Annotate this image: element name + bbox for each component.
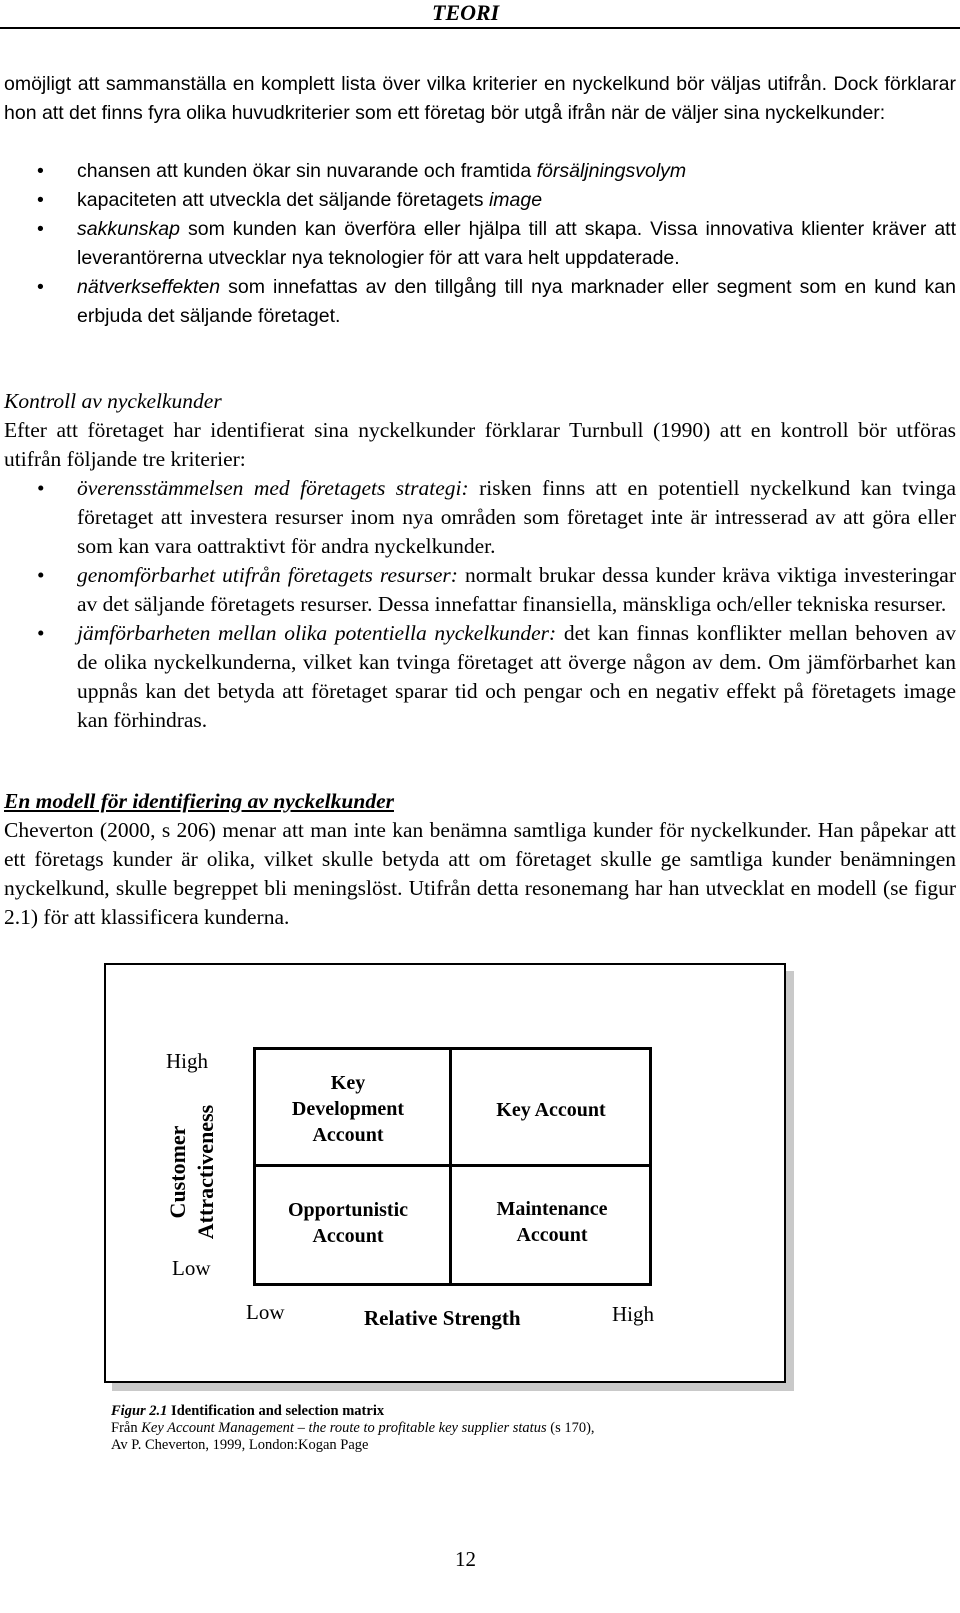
kontroll-bullet-list — [0, 474, 956, 735]
modell-paragraph: Cheverton (2000, s 206) menar att man inte kan benämna samtliga kunder för nyckelkunder. Han påpekar att ett företags kunder är olika, vilket skulle betyda att om företaget skulle ge samtliga kunder benämningen nyckelkund, skulle begreppet bli meningslöst. Utifrån detta resonemang har han utvecklat en modell (se figur 2.1) för att klassificera kunderna. — [4, 818, 956, 929]
section-heading-kontroll: Kontroll av nyckelkunder — [4, 389, 222, 413]
caption-title-text: Identification and selection matrix — [167, 1403, 385, 1419]
list-item — [0, 619, 956, 735]
caption-source-author: Av P. Cheverton, 1999, London:Kogan Page — [111, 1437, 369, 1453]
figure-caption — [111, 1403, 595, 1454]
bullet-text: kapaciteten att utveckla det säljande företagets — [77, 189, 489, 211]
bullet-emphasis: jämförbarheten mellan olika potentiella nyckelkunder: — [77, 621, 557, 645]
bullet-text: risken finns att en potentiell nyckelkund kan tvinga företaget att investera resurser inom nya områden som företaget inte är intresserad av att göra eller som kan vara oattraktivt för andra nyckelkunder. — [77, 476, 956, 558]
list-item — [0, 474, 956, 561]
intro-bullet-list — [0, 157, 956, 331]
bullet-emphasis: nätverkseffekten — [77, 276, 221, 298]
bullet-emphasis: försäljningsvolym — [536, 160, 687, 182]
bullet-text: som innefattas av den tillgång till nya marknader eller segment som en kund kan erbjuda det säljande företaget. — [77, 276, 956, 327]
intro-paragraph: omöjligt att sammanställa en komplett lista över vilka kriterier en nyckelkund bör väljas utifrån. Dock förklarar hon att det finns fyra olika huvudkriterier som ett företag bör utgå ifrån när de väljer sina nyckelkunder: — [4, 73, 956, 124]
list-item — [0, 186, 956, 215]
x-axis-title: Relative Strength — [364, 1306, 521, 1330]
y-axis-title — [160, 1096, 224, 1248]
page-number: 12 — [455, 1547, 476, 1571]
cell-key-account: Key Account — [496, 1099, 606, 1121]
bullet-emphasis: genomförbarhet utifrån företagets resurser: — [77, 563, 458, 587]
bullet-emphasis: image — [488, 189, 543, 211]
bullet-emphasis: sakkunskap — [77, 218, 180, 240]
y-axis-title-line1: Customer — [165, 1125, 190, 1219]
matrix-horizontal-divider — [253, 1164, 652, 1167]
bullet-text: det kan finnas konflikter mellan behoven av de olika nyckelkunderna, vilket kan tvinga företaget att överge någon av dem. Om jämförbarhet kan uppnås kan det betyda att företaget sparar tid och pengar och en negativ effekt på företagets image kan förhindras. — [77, 621, 956, 732]
list-item — [0, 215, 956, 273]
bullet-text: som kunden kan överföra eller hjälpa till att skapa. Vissa innovativa klienter kräver att leverantörerna utvecklar nya teknologier för att vara helt uppdaterade. — [77, 218, 956, 269]
cell-opportunistic-account: Opportunistic Account — [287, 1199, 409, 1247]
page-header-title: TEORI — [432, 0, 500, 25]
y-axis-title-line2: Attractiveness — [193, 1104, 218, 1240]
caption-source — [111, 1420, 595, 1437]
list-item — [0, 157, 956, 186]
list-item — [0, 273, 956, 331]
bullet-emphasis: överensstämmelsen med företagets strategi: — [77, 476, 469, 500]
section-heading-modell: En modell för identifiering av nyckelkunder — [4, 789, 394, 813]
caption-source-prefix: Från — [111, 1420, 142, 1436]
bullet-text: chansen att kunden ökar sin nuvarande och framtida — [77, 160, 537, 182]
cell-maintenance-account: Maintenance Account — [496, 1198, 608, 1246]
list-item — [0, 561, 956, 619]
page-header-rule — [0, 27, 960, 29]
caption-label: Figur 2.1 — [111, 1403, 168, 1419]
y-axis-high-label: High — [166, 1049, 208, 1073]
caption-source-suffix: (s 170), — [546, 1420, 595, 1436]
bullet-text: normalt brukar dessa kunder kräva viktiga investeringar av det säljande företagets resurser. Dessa innefattar finansiella, mänskliga och/eller tekniska resurser. — [77, 563, 956, 616]
caption-title — [111, 1403, 595, 1420]
x-axis-low-label: Low — [246, 1300, 285, 1324]
kontroll-paragraph: Efter att företaget har identifierat sina nyckelkunder förklarar Turnbull (1990) att en kontroll bör utföras utifrån följande tre kriterier: — [4, 418, 956, 471]
y-axis-low-label: Low — [172, 1256, 211, 1280]
caption-source-title: Key Account Management – the route to profitable key supplier status — [141, 1420, 547, 1436]
x-axis-high-label: High — [612, 1302, 654, 1326]
cell-key-development-account: Key Development Account — [291, 1072, 405, 1146]
